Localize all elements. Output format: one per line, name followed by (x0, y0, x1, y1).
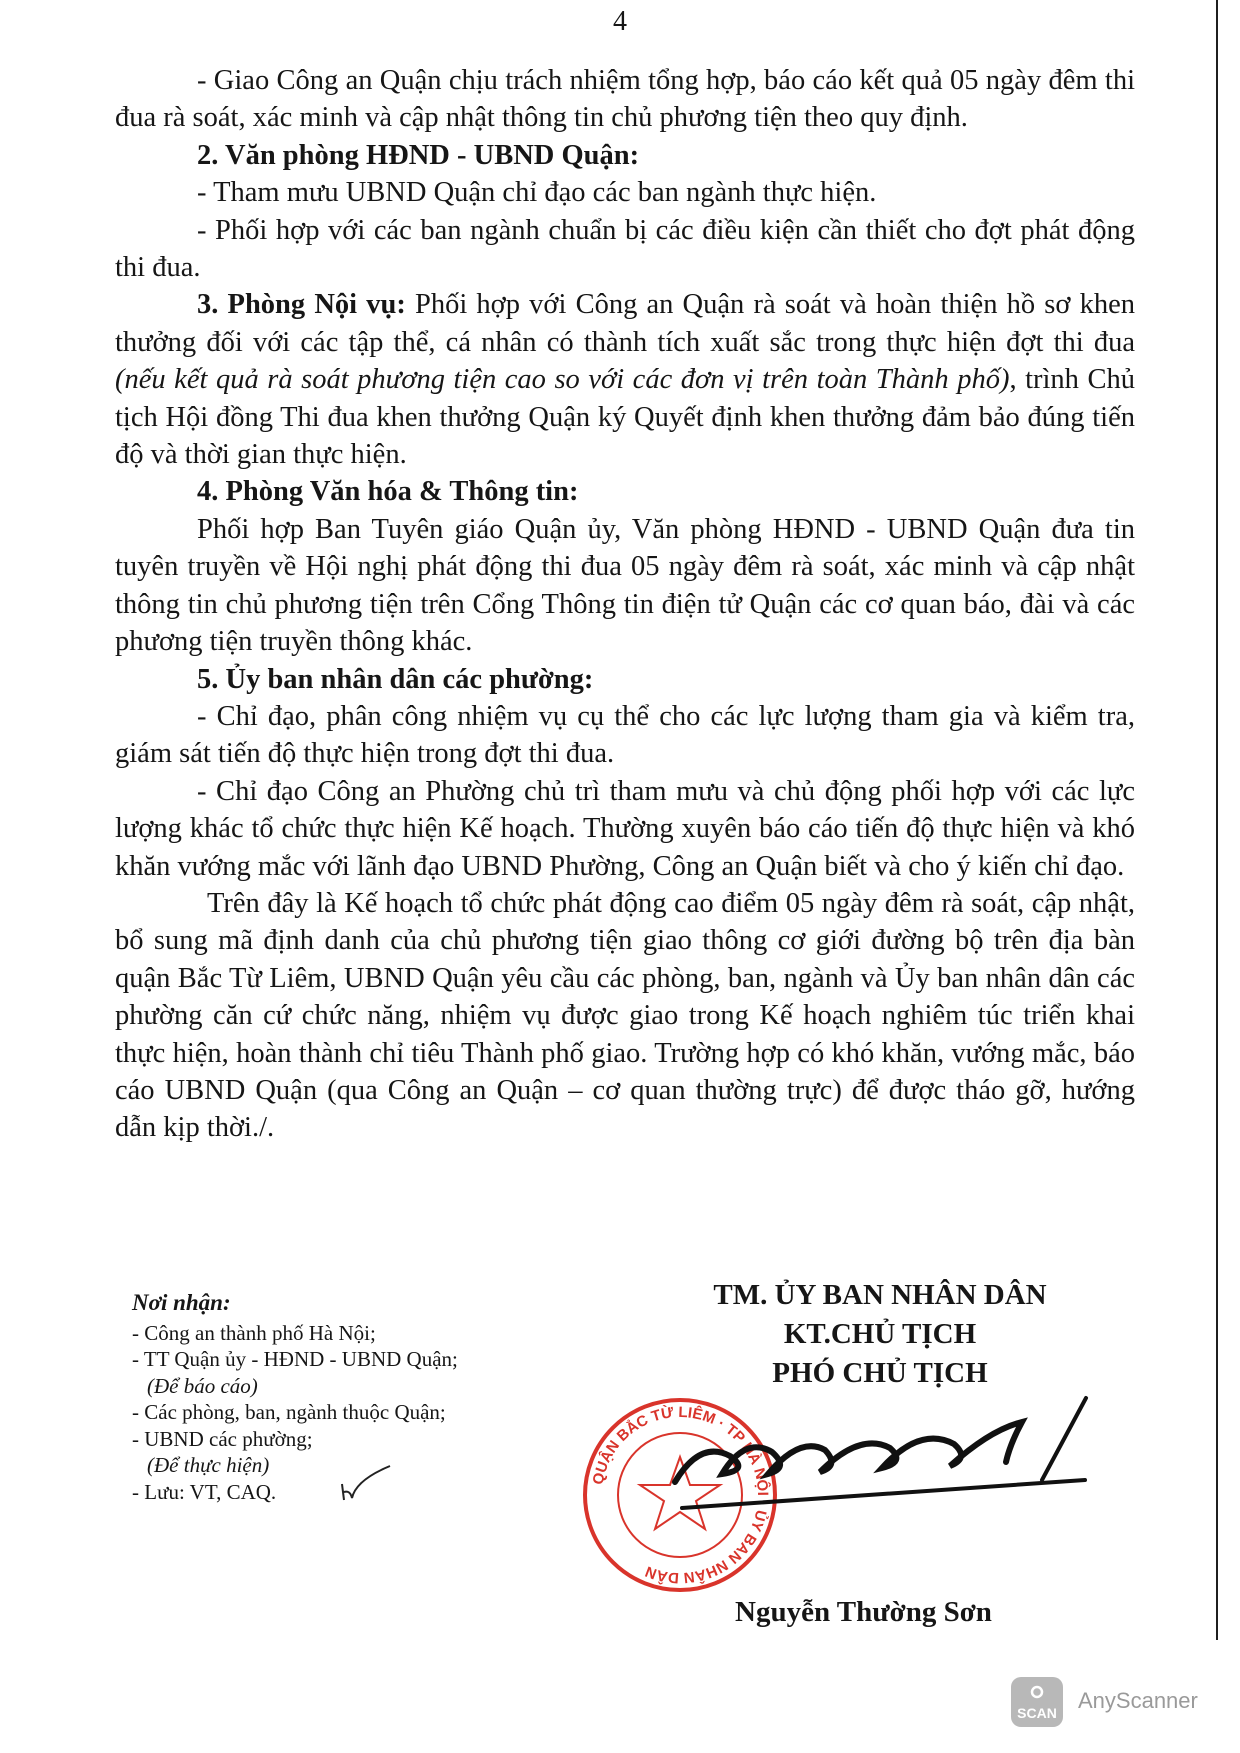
home-affairs-text-start: Phối hợp với Công an Quận rà soát và hoàn thiện hồ sơ khen thưởng đối với các tập thể, cá nhân có thành tích xuất sắc trong thực hiện đợt thi đua (115, 289, 1135, 358)
signer-name: Nguyễn Thường Sơn (735, 1596, 992, 1628)
paragraph-wards-direct: - Chỉ đạo, phân công nhiệm vụ cụ thể cho các lực lượng tham gia và kiểm tra, giám sát tiến độ thực hiện trong đợt thi đua. (115, 700, 1135, 770)
document-body (115, 62, 1135, 1147)
recipient-line: - Lưu: VT, CAQ. (132, 1479, 277, 1504)
handwritten-signature (670, 1370, 1090, 1510)
recipients-title: Nơi nhận: (132, 1290, 231, 1315)
page-number: 4 (613, 6, 627, 37)
recipient-note: (Để thực hiện) (147, 1453, 270, 1477)
signature-title-line: PHÓ CHỦ TỊCH (772, 1357, 988, 1389)
home-affairs-text-italic: (nếu kết quả rà soát phương tiện cao so với các đơn vị trên toàn Thành phố) (115, 364, 1010, 396)
paragraph-office-coordinate: - Phối hợp với các ban ngành chuẩn bị các điều kiện cần thiết cho đợt phát động thi đua. (115, 214, 1135, 284)
scanner-brand-text: AnyScanner (1078, 1688, 1198, 1713)
recipient-line: - Công an thành phố Hà Nội; (132, 1320, 376, 1345)
heading-home-affairs: 3. Phòng Nội vụ: (197, 289, 406, 321)
paragraph-culture: Phối hợp Ban Tuyên giáo Quận ủy, Văn phòng HĐND - UBND Quận đưa tin tuyên truyền về Hội nghị phát động thi đua 05 ngày đêm rà soát, xác minh và cập nhật thông tin chủ phương tiện trên Cổng Thông tin điện tử Quận các cơ quan báo, đài và các phương tiện truyền thông khác. (115, 513, 1135, 658)
paragraph-wards-police: - Chỉ đạo Công an Phường chủ trì tham mưu và chủ động phối hợp với các lực lượng khác tổ chức thực hiện Kế hoạch. Thường xuyên báo cáo tiến độ thực hiện và khó khăn vướng mắc với lãnh đạo UBND Phường, Công an Quận biết và cho ý kiến chỉ đạo. (115, 775, 1135, 882)
heading-culture: 4. Phòng Văn hóa & Thông tin: (197, 476, 579, 508)
paragraph-closing: Trên đây là Kế hoạch tổ chức phát động cao điểm 05 ngày đêm rà soát, cập nhật, bổ sung mã định danh của chủ phương tiện giao thông cơ giới đường bộ trên địa bàn quận Bắc Từ Liêm, UBND Quận yêu cầu các phòng, ban, ngành và Ủy ban nhân dân các phường căn cứ chức năng, nhiệm vụ được giao trong Kế hoạch nghiêm túc triển khai thực hiện, hoàn thành chỉ tiêu Thành phố giao. Trường hợp có khó khăn, vướng mắc, báo cáo UBND Quận (qua Công an Quận – cơ quan thường trực) để được tháo gỡ, hướng dẫn kịp thời./. (115, 887, 1135, 1144)
recipient-line: - TT Quận ủy - HĐND - UBND Quận; (132, 1347, 458, 1371)
page-edge-line (1216, 0, 1218, 1640)
paragraph-home-affairs (115, 286, 1135, 473)
heading-wards: 5. Ủy ban nhân dân các phường: (197, 663, 594, 695)
recipient-line: - UBND các phường; (132, 1426, 313, 1451)
paragraph-office-advise: - Tham mưu UBND Quận chỉ đạo các ban ngành thực hiện. (197, 177, 877, 209)
initials-mark (338, 1462, 394, 1508)
signature-title-line: TM. ỦY BAN NHÂN DÂN (713, 1279, 1047, 1311)
signature-title-line: KT.CHỦ TỊCH (783, 1318, 977, 1350)
stamp-lettering: QUẬN BẮC TỪ LIÊM · TP HÀ NỘI · ỦY BAN NHÂN DÂN (589, 1403, 772, 1587)
recipient-note: (Để báo cáo) (147, 1373, 258, 1398)
heading-office: 2. Văn phòng HĐND - UBND Quận: (197, 139, 640, 171)
paragraph-police-report: - Giao Công an Quận chịu trách nhiệm tổng hợp, báo cáo kết quả 05 ngày đêm thi đua rà soát, xác minh và cập nhật thông tin chủ phương tiện theo quy định. (115, 65, 1135, 134)
recipient-line: - Các phòng, ban, ngành thuộc Quận; (132, 1400, 446, 1424)
home-affairs-text-end: , trình Chủ tịch Hội đồng Thi đua khen thưởng Quận ký Quyết định khen thưởng đảm bảo đúng tiến độ và thời gian thực hiện. (115, 364, 1135, 471)
scanner-badge-text: SCAN (1017, 1705, 1057, 1721)
recipients-block (132, 1290, 458, 1505)
scanner-logo-icon (1010, 1676, 1064, 1728)
